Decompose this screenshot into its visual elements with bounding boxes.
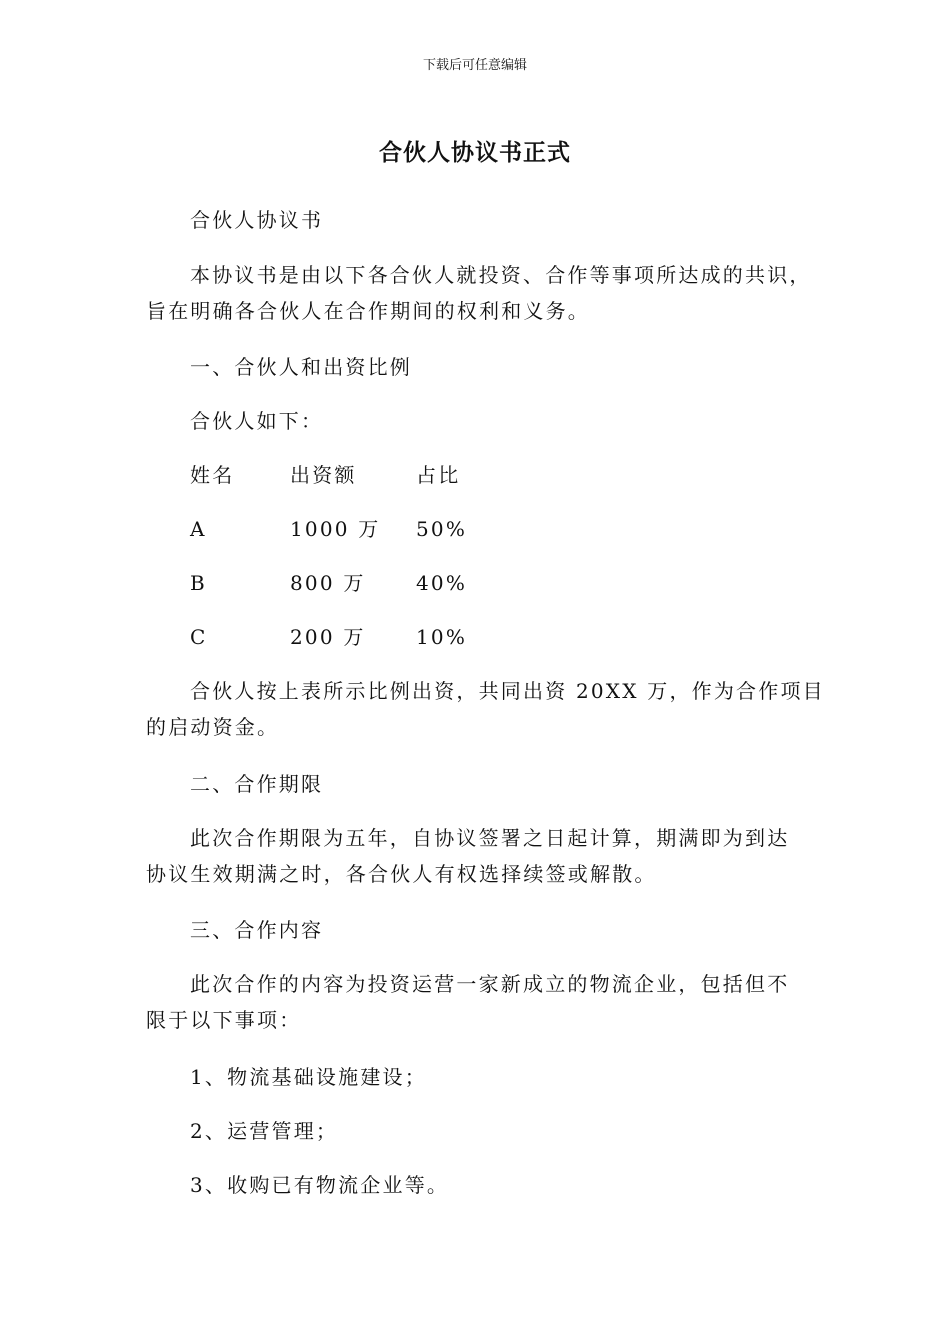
- list-item: [146, 1059, 806, 1095]
- section-3-heading-text: 三、合作内容: [190, 918, 324, 942]
- table-cell-amount: 800 万: [290, 571, 366, 595]
- scope-line-1: 此次合作的内容为投资运营一家新成立的物流企业，包括但不: [190, 972, 790, 996]
- list-item: [146, 1167, 806, 1203]
- table-header-share: 占比: [416, 463, 461, 487]
- section-1-heading-text: 一、合伙人和出资比例: [190, 355, 412, 379]
- contribution-note: [146, 673, 825, 745]
- table-cell-amount: 200 万: [290, 625, 366, 649]
- table-header-name: 姓名: [190, 463, 235, 487]
- list-item-text: 1、物流基础设施建设；: [190, 1065, 427, 1089]
- scope-line-2: 限于以下事项：: [146, 1008, 302, 1032]
- section-3-heading: [146, 912, 806, 948]
- intro-line-1: 本协议书是由以下各合伙人就投资、合作等事项所达成的共识，: [190, 263, 812, 287]
- table-cell-share: 50%: [416, 517, 468, 541]
- partners-lead-text: 合伙人如下：: [190, 409, 324, 433]
- table-cell-name: A: [190, 517, 207, 541]
- agreement-heading: [146, 202, 806, 238]
- table-cell-share: 10%: [416, 625, 468, 649]
- list-item-text: 3、收购已有物流企业等。: [190, 1173, 450, 1197]
- intro-paragraph: [146, 257, 812, 329]
- intro-line-2: 旨在明确各合伙人在合作期间的权利和义务。: [146, 299, 590, 323]
- document-title: 合伙人协议书正式: [379, 140, 571, 166]
- section-1-heading: [146, 349, 806, 385]
- contribution-note-line-1: 合伙人按上表所示比例出资，共同出资 20XX 万，作为合作项目: [190, 679, 825, 703]
- list-item-text: 2、运营管理；: [190, 1119, 339, 1143]
- section-2-heading: [146, 766, 806, 802]
- term-line-1: 此次合作期限为五年，自协议签署之日起计算，期满即为到达: [190, 826, 790, 850]
- table-cell-name: B: [190, 571, 207, 595]
- table-cell-name: C: [190, 625, 208, 649]
- term-line-2: 协议生效期满之时，各合伙人有权选择续签或解散。: [146, 862, 657, 886]
- table-cell-share: 40%: [416, 571, 468, 595]
- partners-lead: [146, 403, 806, 439]
- header-note: 下载后可任意编辑: [422, 58, 527, 73]
- term-paragraph: [146, 820, 806, 892]
- contribution-note-line-2: 的启动资金。: [146, 715, 280, 739]
- section-2-heading-text: 二、合作期限: [190, 772, 324, 796]
- list-item: [146, 1113, 806, 1149]
- scope-paragraph: [146, 966, 806, 1038]
- table-header-amount: 出资额: [290, 463, 357, 487]
- agreement-heading-text: 合伙人协议书: [190, 208, 324, 232]
- table-cell-amount: 1000 万: [290, 517, 381, 541]
